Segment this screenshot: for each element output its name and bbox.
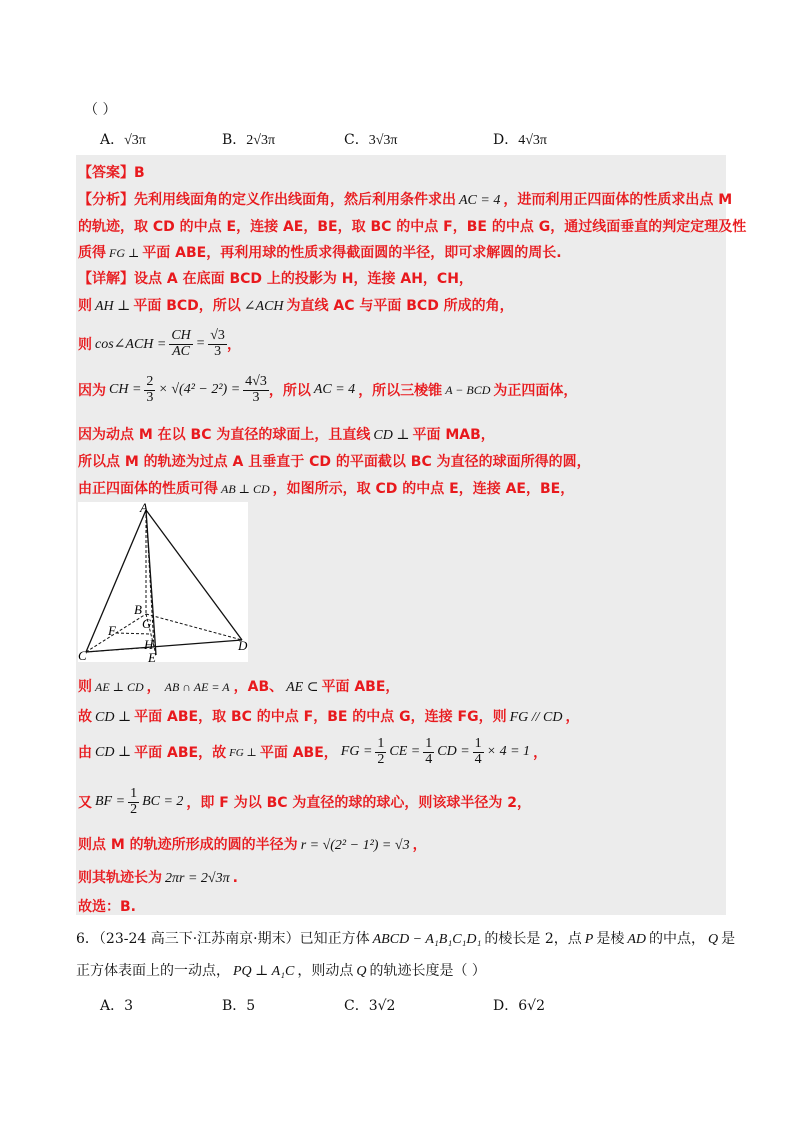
- label-a: A: [140, 502, 148, 515]
- label-h: H: [144, 637, 154, 652]
- fraction-sqrt3-3: $\frac{√3}{3}$: [210, 327, 225, 359]
- tetrahedron-figure: [78, 502, 248, 662]
- q6-option-d[interactable]: D．6√2: [493, 998, 545, 1014]
- option-a[interactable]: A．√3π: [100, 132, 146, 148]
- fraction-ch-ac: $\frac{CH}{AC}$: [171, 327, 191, 359]
- fraction-1-4-a: $\frac{1}{4}$: [425, 735, 433, 767]
- question-bracket: （ ）: [84, 102, 117, 118]
- detail-line-10: 由 CD ⊥ 平面 ABE，故 FG ⊥ 平面 ABE， FG = $\frac{1}{2}$ CE = $\frac{1}{4}$ CD = $\frac{1}{4}$ × 4 = 1 ，: [78, 735, 548, 767]
- fraction-1-2-a: $\frac{1}{2}$: [377, 735, 385, 767]
- detail-line-4: 因为 CH = $\frac{2}{3}$ × √(4² − 2²) = $\frac{4√3}{3}$ ，所以 AC = 4 ，所以三棱锥 A − BCD 为正四面体，: [78, 373, 578, 405]
- fraction-2-3: $\frac{2}{3}$: [146, 373, 154, 405]
- label-f: F: [108, 623, 116, 638]
- answer-line: 【答案】B: [78, 165, 145, 181]
- tetrahedron-svg: [78, 502, 248, 662]
- fraction-1-2-b: $\frac{1}{2}$: [130, 785, 138, 817]
- q6-option-c[interactable]: C．3√2: [344, 998, 396, 1014]
- analysis-line-2: 的轨迹，取 CD 的中点 E，连接 AE，BE，取 BC 的中点 F，BE 的中点 G，通过线面垂直的判定定理及性: [78, 219, 747, 235]
- detail-line-7: 由正四面体的性质可得 AB ⊥ CD ，如图所示，取 CD 的中点 E，连接 AE，BE，: [78, 481, 575, 497]
- detail-line-9: 故 CD ⊥ 平面 ABE，取 BC 的中点 F，BE 的中点 G，连接 FG，则 FG // CD ，: [78, 709, 580, 725]
- q6-line-2: 正方体表面上的一动点， PQ ⊥ A₁C ，则动点 Q 的轨迹长度是（ ）: [76, 963, 486, 979]
- label-e: E: [148, 650, 156, 662]
- detail-line-8: 则 AE ⊥ CD ， AB ∩ AE = A ，AB、 AE ⊂ 平面 ABE，: [78, 679, 400, 695]
- q6-option-b[interactable]: B．5: [222, 998, 256, 1014]
- option-d[interactable]: D．4√3π: [493, 132, 547, 148]
- fraction-4sqrt3-3: $\frac{4√3}{3}$: [245, 373, 267, 405]
- option-b[interactable]: B．2√3π: [222, 132, 276, 148]
- detail-line-2: 则 AH ⊥ 平面 BCD，所以 ∠ACH 为直线 AC 与平面 BCD 所成的角，: [78, 298, 514, 314]
- detail-line-3: 则 cos∠ACH = $\frac{CH}{AC}$ = $\frac{√3}{3}$ ，: [78, 327, 241, 359]
- label-d: D: [238, 638, 248, 653]
- q6-option-a[interactable]: A．3: [100, 998, 134, 1014]
- detail-line-13: 则其轨迹长为 2πr = 2√3π .: [78, 870, 238, 886]
- analysis-line-1: 【分析】先利用线面角的定义作出线面角，然后利用条件求出 AC = 4 ，进而利用正四面体的性质求出点 M: [78, 192, 733, 208]
- detail-line-11: 又 BF = $\frac{1}{2}$ BC = 2 ，即 F 为以 BC 为直径的球的球心，则该球半径为 2，: [78, 785, 532, 817]
- analysis-line-3: 质得 FG ⊥ 平面 ABE，再利用球的性质求得截面圆的半径，即可求解圆的周长.: [78, 245, 562, 261]
- detail-line-1: 【详解】设点 A 在底面 BCD 上的投影为 H，连接 AH，CH，: [78, 271, 473, 287]
- label-b: B: [134, 602, 142, 617]
- detail-line-14: 故选：B.: [78, 899, 136, 915]
- option-c[interactable]: C．3√3π: [344, 132, 398, 148]
- fraction-1-4-b: $\frac{1}{4}$: [474, 735, 482, 767]
- q6-line-1: 6．（23-24 高三下·江苏南京·期末）已知正方体 ABCD − A₁B₁C₁D₁ 的棱长是 2，点 P 是棱 AD 的中点， Q 是: [76, 931, 736, 947]
- detail-line-12: 则点 M 的轨迹所形成的圆的半径为 r = √(2² − 1²) = √3 ，: [78, 837, 427, 853]
- label-c: C: [78, 648, 87, 662]
- detail-line-6: 所以点 M 的轨迹为过点 A 且垂直于 CD 的平面截以 BC 为直径的球面所得的圆，: [78, 454, 591, 470]
- detail-line-5: 因为动点 M 在以 BC 为直径的球面上，且直线 CD ⊥ 平面 MAB，: [78, 427, 495, 443]
- label-g: G: [142, 616, 152, 631]
